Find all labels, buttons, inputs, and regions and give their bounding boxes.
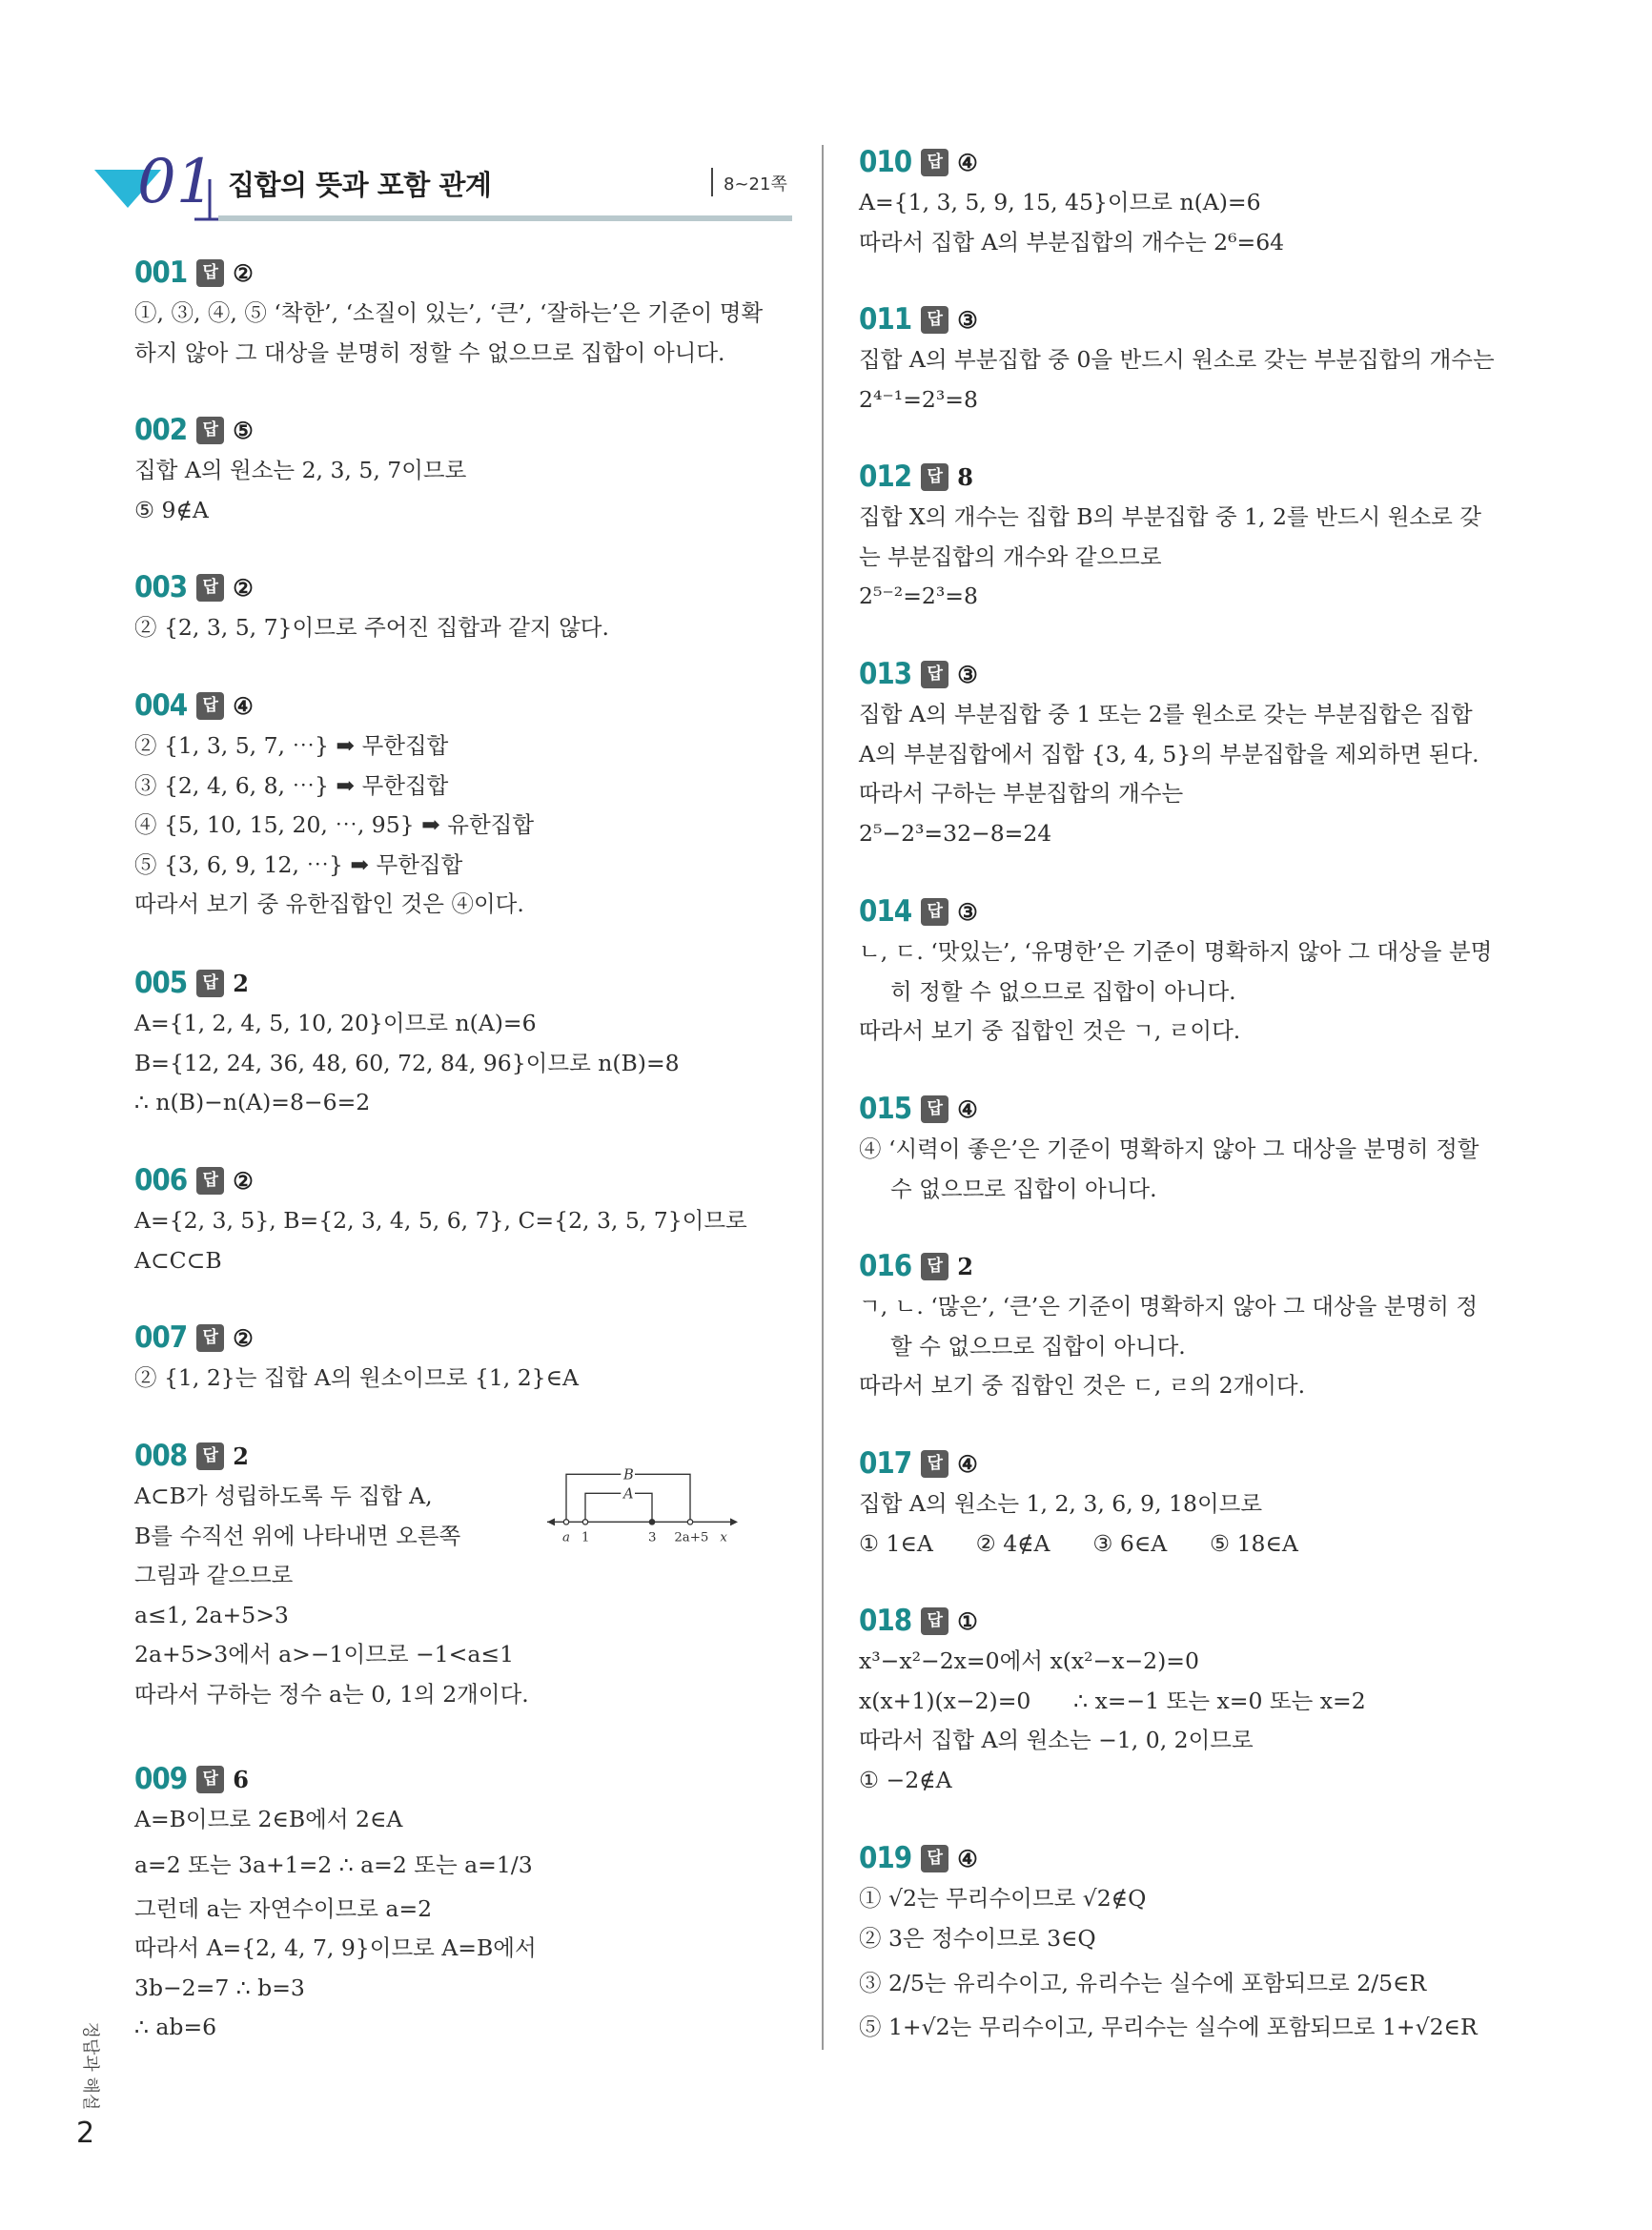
problem-number: 010 [859, 145, 912, 179]
problem-number: 004 [134, 688, 188, 723]
problem-answer: 2 [233, 969, 249, 997]
problem-answer: ⑤ [233, 416, 254, 444]
chapter-underline [218, 215, 792, 221]
solution-line: 2a+5>3에서 a>−1이므로 −1<a≤1 [134, 1641, 515, 1667]
answer-badge: 답 [196, 692, 224, 720]
solution-line: ⑤ 1+√2는 무리수이고, 무리수는 실수에 포함되므로 1+√2∈R [859, 2014, 1478, 2040]
solution-line: 는 부분집합의 개수와 같으므로 [859, 542, 1162, 570]
solution-line: 집합 A의 부분집합 중 1 또는 2를 원소로 갖는 부분집합은 집합 [859, 701, 1473, 727]
problem-answer: ② [233, 1166, 254, 1195]
problem-number: 018 [859, 1604, 912, 1638]
solution-line: 따라서 보기 중 유한집합인 것은 ④이다. [134, 890, 524, 917]
solution-line: ① √2는 무리수이므로 √2∉Q [859, 1885, 1147, 1912]
problem-answer: 2 [957, 1252, 973, 1280]
problem-number: 016 [859, 1249, 912, 1283]
number-line-diagram [500, 1462, 785, 1595]
solution-line: 수 없으므로 집합이 아니다. [890, 1175, 1157, 1202]
solution-line: ④ {5, 10, 15, 20, ⋯, 95} ➡ 유한집합 [134, 811, 535, 838]
solution-line: a≤1, 2a+5>3 [134, 1601, 289, 1628]
point-2a5 [687, 1520, 692, 1524]
answer-badge: 답 [921, 898, 948, 926]
problem-number: 003 [134, 570, 188, 604]
set-label-b: B [623, 1466, 634, 1483]
answer-badge: 답 [196, 259, 224, 287]
problem-010 [859, 141, 1526, 262]
solution-line: 하지 않아 그 대상을 분명히 정할 수 없으므로 집합이 아니다. [134, 338, 725, 366]
problem-007 [134, 1317, 792, 1399]
solution-line: ⑤ {3, 6, 9, 12, ⋯} ➡ 무한집합 [134, 850, 463, 878]
problem-number: 017 [859, 1446, 912, 1481]
solution-line: B={12, 24, 36, 48, 60, 72, 84, 96}이므로 n(B)=8 [134, 1049, 680, 1076]
solution-line: A⊂B가 성립하도록 두 집합 A, [134, 1483, 433, 1509]
chapter-number-icon [130, 133, 235, 229]
set-a-bracket [585, 1493, 652, 1522]
answer-badge: 답 [921, 463, 948, 491]
problem-answer: ③ [957, 305, 978, 334]
problem-number: 007 [134, 1320, 188, 1355]
problem-015 [859, 1088, 1526, 1209]
answer-badge: 답 [921, 1450, 948, 1478]
problem-012 [859, 456, 1526, 617]
column-divider [822, 145, 824, 2050]
problem-number: 019 [859, 1841, 912, 1875]
problem-001 [134, 252, 792, 373]
solution-line: 그런데 a는 자연수이므로 a=2 [134, 1894, 433, 1922]
solution-line: ④ ‘시력이 좋은’은 기준이 명확하지 않아 그 대상을 분명히 정할 [859, 1135, 1479, 1162]
tick-label-x: x [720, 1530, 727, 1545]
solution-line: 따라서 구하는 정수 a는 0, 1의 2개이다. [134, 1680, 529, 1708]
answer-badge: 답 [196, 970, 224, 997]
problem-answer: 8 [957, 462, 973, 491]
problem-011 [859, 298, 1526, 419]
problem-answer: 6 [233, 1765, 249, 1793]
solution-line: ①, ③, ④, ⑤ ‘착한’, ‘소질이 있는’, ‘큰’, ‘잘하는’은 기준이 명확 [134, 299, 764, 326]
solution-line: ② 3은 정수이므로 3∈Q [859, 1924, 1096, 1952]
solution-line: 집합 A의 부분집합 중 0을 반드시 원소로 갖는 부분집합의 개수는 [859, 346, 1495, 373]
side-section-label [78, 2010, 103, 2124]
solution-line: 2⁵−2³=32−8=24 [859, 819, 1052, 847]
solution-line: ⑤ 9∉A [134, 496, 209, 523]
solution-line: ① −2∉A [859, 1766, 952, 1793]
problem-answer: ② [233, 1323, 254, 1352]
tick-label-a: a [562, 1530, 570, 1545]
solution-line: B를 수직선 위에 나타내면 오른쪽 [134, 1522, 461, 1549]
problem-number: 013 [859, 657, 912, 691]
problem-answer: ① [957, 1606, 978, 1635]
problem-answer: ④ [233, 691, 254, 720]
problem-answer: ④ [957, 1844, 978, 1872]
solution-line: ∴ n(B)−n(A)=8−6=2 [134, 1089, 371, 1115]
solution-line: x(x+1)(x−2)=0 ∴ x=−1 또는 x=0 또는 x=2 [859, 1687, 1366, 1714]
problem-answer: ② [233, 573, 254, 602]
set-label-a: A [623, 1485, 634, 1503]
problem-016 [859, 1245, 1526, 1406]
solution-line: 집합 X의 개수는 집합 B의 부분집합 중 1, 2를 반드시 원소로 갖 [859, 503, 1481, 530]
problem-number: 012 [859, 460, 912, 494]
solution-line: A의 부분집합에서 집합 {3, 4, 5}의 부분집합을 제외하면 된다. [859, 740, 1479, 767]
solution-line: x³−x²−2x=0에서 x(x²−x−2)=0 [859, 1647, 1199, 1674]
solution-line: 따라서 집합 A의 부분집합의 개수는 2⁶=64 [859, 228, 1285, 256]
axis-arrow-left-icon [547, 1518, 555, 1525]
solution-line: ② {2, 3, 5, 7}이므로 주어진 집합과 같지 않다. [134, 614, 609, 641]
answer-badge: 답 [196, 1442, 224, 1470]
solution-line: ∴ ab=6 [134, 2014, 217, 2040]
problem-009 [134, 1758, 792, 2048]
problem-answer: ③ [957, 660, 978, 688]
tick-label-2a5: 2a+5 [674, 1530, 709, 1545]
answer-badge: 답 [921, 149, 948, 176]
solution-line: 따라서 집합 A의 원소는 −1, 0, 2이므로 [859, 1727, 1254, 1753]
solution-line: 히 정할 수 없으므로 집합이 아니다. [890, 977, 1236, 1005]
solution-line: 그림과 같으므로 [134, 1562, 294, 1588]
problem-number: 006 [134, 1163, 188, 1197]
problem-answer: ③ [957, 897, 978, 926]
answer-badge: 답 [921, 1095, 948, 1123]
answer-badge: 답 [196, 1324, 224, 1352]
problem-004 [134, 685, 792, 925]
solution-line: ③ {2, 4, 6, 8, ⋯} ➡ 무한집합 [134, 771, 449, 799]
problem-014 [859, 890, 1526, 1052]
problem-number: 014 [859, 894, 912, 929]
answer-badge: 답 [196, 1167, 224, 1195]
solution-line: 2⁵⁻²=2³=8 [859, 583, 978, 609]
solution-line: A={2, 3, 5}, B={2, 3, 4, 5, 6, 7}, C={2, 3, 5, 7}이므로 [134, 1207, 747, 1234]
point-1 [582, 1520, 587, 1524]
problem-019 [859, 1837, 1526, 2048]
solution-line: 따라서 보기 중 집합인 것은 ㄱ, ㄹ이다. [859, 1017, 1241, 1044]
answer-badge: 답 [921, 1253, 948, 1280]
answer-badge: 답 [196, 574, 224, 602]
chapter-bar [711, 168, 713, 196]
problem-number: 008 [134, 1439, 188, 1473]
problem-answer: ④ [957, 148, 978, 176]
solution-line: A=B이므로 2∈B에서 2∈A [134, 1806, 403, 1832]
chapter-pages: 8~21쪽 [724, 174, 787, 194]
solution-line: ② {1, 3, 5, 7, ⋯} ➡ 무한집합 [134, 732, 449, 759]
problem-017 [859, 1442, 1526, 1564]
problem-003 [134, 566, 792, 648]
problem-answer: ② [233, 258, 254, 287]
answer-badge: 답 [921, 306, 948, 334]
side-label-text: 정답과 해설 [80, 2021, 100, 2111]
solution-line: ㄴ, ㄷ. ‘맛있는’, ‘유명한’은 기준이 명확하지 않아 그 대상을 분명 [859, 938, 1493, 965]
problem-013 [859, 653, 1526, 853]
solution-line: 3b−2=7 ∴ b=3 [134, 1974, 305, 2001]
problem-answer: ④ [957, 1449, 978, 1478]
problem-018 [859, 1600, 1526, 1800]
problem-002 [134, 409, 792, 530]
chapter-number: 01 [137, 147, 215, 217]
right-column [859, 0, 1526, 2230]
solution-line: ㄱ, ㄴ. ‘많은’, ‘큰’은 기준이 명확하지 않아 그 대상을 분명히 정 [859, 1293, 1479, 1320]
solution-line: 집합 A의 원소는 1, 2, 3, 6, 9, 18이므로 [859, 1490, 1263, 1517]
solution-line: ① 1∈A ② 4∉A ③ 6∈A ⑤ 18∈A [859, 1529, 1298, 1557]
page-number: 2 [76, 2117, 95, 2150]
solution-line: ② {1, 2}는 집합 A의 원소이므로 {1, 2}∈A [134, 1364, 579, 1391]
chapter-title: 집합의 뜻과 포함 관계 [228, 169, 492, 201]
problem-number: 011 [859, 302, 912, 337]
left-column [134, 0, 792, 2230]
answer-badge: 답 [921, 1845, 948, 1872]
solution-line: A={1, 3, 5, 9, 15, 45}이므로 n(A)=6 [859, 189, 1261, 215]
tick-label-1: 1 [581, 1530, 590, 1545]
problem-number: 015 [859, 1092, 912, 1126]
solution-line: 따라서 A={2, 4, 7, 9}이므로 A=B에서 [134, 1934, 537, 1961]
answer-badge: 답 [921, 661, 948, 688]
solution-line: 할 수 없으므로 집합이 아니다. [890, 1332, 1186, 1360]
problem-number: 009 [134, 1762, 188, 1796]
solution-line: a=2 또는 3a+1=2 ∴ a=2 또는 a=1/3 [134, 1851, 533, 1878]
point-3 [649, 1519, 656, 1525]
solution-line: 따라서 구하는 부분집합의 개수는 [859, 780, 1184, 807]
answer-badge: 답 [921, 1607, 948, 1635]
problem-number: 005 [134, 966, 188, 1000]
problem-answer: ④ [957, 1095, 978, 1123]
tick-label-3: 3 [648, 1530, 657, 1545]
solution-line: A⊂C⊂B [134, 1246, 222, 1274]
solution-line: A={1, 2, 4, 5, 10, 20}이므로 n(A)=6 [134, 1010, 537, 1036]
solution-line: 2⁴⁻¹=2³=8 [859, 385, 978, 413]
problem-006 [134, 1159, 792, 1280]
problem-005 [134, 962, 792, 1123]
problem-number: 001 [134, 256, 188, 290]
problem-number: 002 [134, 413, 188, 447]
solution-line: 집합 A의 원소는 2, 3, 5, 7이므로 [134, 457, 467, 483]
solution-line: ③ 2/5는 유리수이고, 유리수는 실수에 포함되므로 2/5∈R [859, 1970, 1427, 1996]
solution-line: 따라서 보기 중 집합인 것은 ㄷ, ㄹ의 2개이다. [859, 1372, 1306, 1399]
chapter-header [134, 133, 792, 229]
point-a [563, 1520, 568, 1524]
problem-answer: 2 [233, 1442, 249, 1470]
answer-badge: 답 [196, 417, 224, 444]
axis-arrow-icon [730, 1518, 738, 1525]
answer-badge: 답 [196, 1766, 224, 1793]
